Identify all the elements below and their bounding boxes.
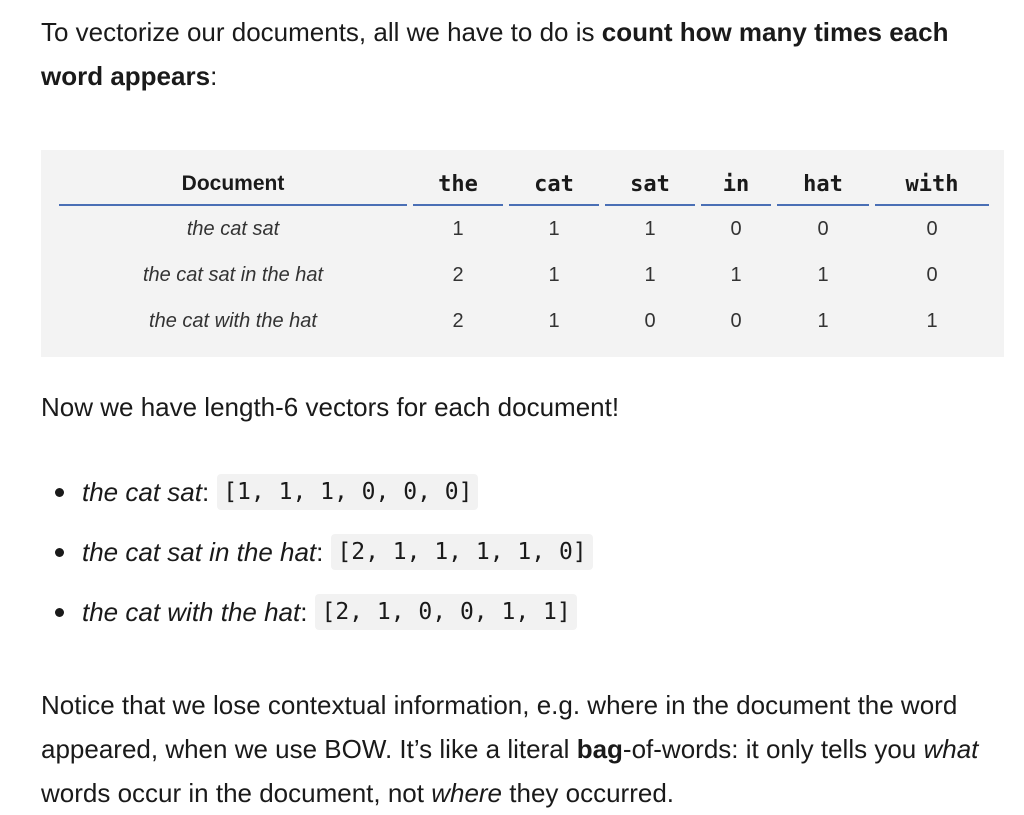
- table-cell: 2: [452, 309, 464, 332]
- table-row: [59, 206, 989, 252]
- table-cell-document: the cat with the hat: [149, 309, 317, 332]
- vector-doc-name: the cat with the hat: [82, 597, 301, 627]
- header-with: with: [875, 164, 989, 206]
- table-cell: 2: [452, 263, 464, 286]
- table-cell: 1: [817, 309, 829, 332]
- table-cell: 0: [926, 263, 938, 286]
- table-cell: 1: [926, 309, 938, 332]
- vector-doc-name: the cat sat: [82, 477, 202, 507]
- table-cell: 0: [817, 217, 829, 240]
- closing-em-where: where: [431, 778, 503, 808]
- bow-table-container: [41, 150, 1004, 357]
- header-document: Document: [59, 164, 407, 206]
- closing-text: -of-words: it only tells you: [622, 734, 924, 764]
- bow-table: [53, 164, 995, 344]
- intro-bold-text: count how many times each word appears: [41, 17, 949, 91]
- vector-separator: :: [316, 537, 324, 567]
- table-cell: 0: [730, 217, 742, 240]
- table-cell: 1: [548, 309, 560, 332]
- table-cell-document: the cat sat in the hat: [142, 263, 324, 286]
- bullet-icon: [55, 608, 64, 617]
- vector-doc-name: the cat sat in the hat: [82, 537, 317, 567]
- closing-paragraph: [41, 683, 1006, 815]
- closing-em-what: what: [923, 734, 979, 764]
- header-in: in: [701, 164, 771, 206]
- closing-text: words occur in the document, not: [41, 778, 432, 808]
- vector-separator: :: [300, 597, 308, 627]
- closing-text: Notice that we lose contextual information, e.g. where in the document the word appeared, when we use BOW. It’s like a literal: [41, 690, 958, 764]
- intro-paragraph: [41, 10, 1001, 98]
- vectors-intro-paragraph: Now we have length-6 vectors for each document!: [41, 392, 620, 422]
- table-cell: 0: [644, 309, 656, 332]
- table-cell: 1: [548, 263, 560, 286]
- header-sat: sat: [605, 164, 695, 206]
- table-cell: 0: [730, 309, 742, 332]
- table-cell: 1: [730, 263, 742, 286]
- list-item: [41, 522, 1011, 582]
- intro-text: To vectorize our documents, all we have to do is: [41, 17, 602, 47]
- closing-text: they occurred.: [502, 778, 675, 808]
- article-content: [41, 10, 1011, 815]
- vector-code: [2, 1, 1, 1, 1, 0]: [331, 534, 592, 570]
- header-the: the: [413, 164, 503, 206]
- list-item: [41, 582, 1011, 642]
- table-header-row: [59, 164, 989, 206]
- header-hat: hat: [777, 164, 869, 206]
- table-cell-document: the cat sat: [186, 217, 280, 240]
- vector-code: [2, 1, 0, 0, 1, 1]: [315, 594, 576, 630]
- vector-list: [41, 462, 1011, 642]
- table-cell: 1: [817, 263, 829, 286]
- table-cell: 0: [926, 217, 938, 240]
- intro-colon: :: [210, 61, 218, 91]
- table-cell: 1: [644, 263, 656, 286]
- list-item: [41, 462, 1011, 522]
- table-cell: 1: [548, 217, 560, 240]
- bullet-icon: [55, 548, 64, 557]
- vector-code: [1, 1, 1, 0, 0, 0]: [217, 474, 478, 510]
- table-row: [59, 252, 989, 298]
- closing-bold-bag: bag: [576, 734, 623, 764]
- table-cell: 1: [452, 217, 464, 240]
- table-cell: 1: [644, 217, 656, 240]
- vector-separator: :: [201, 477, 210, 507]
- header-cat: cat: [509, 164, 599, 206]
- table-row: [59, 298, 989, 344]
- bullet-icon: [55, 488, 64, 497]
